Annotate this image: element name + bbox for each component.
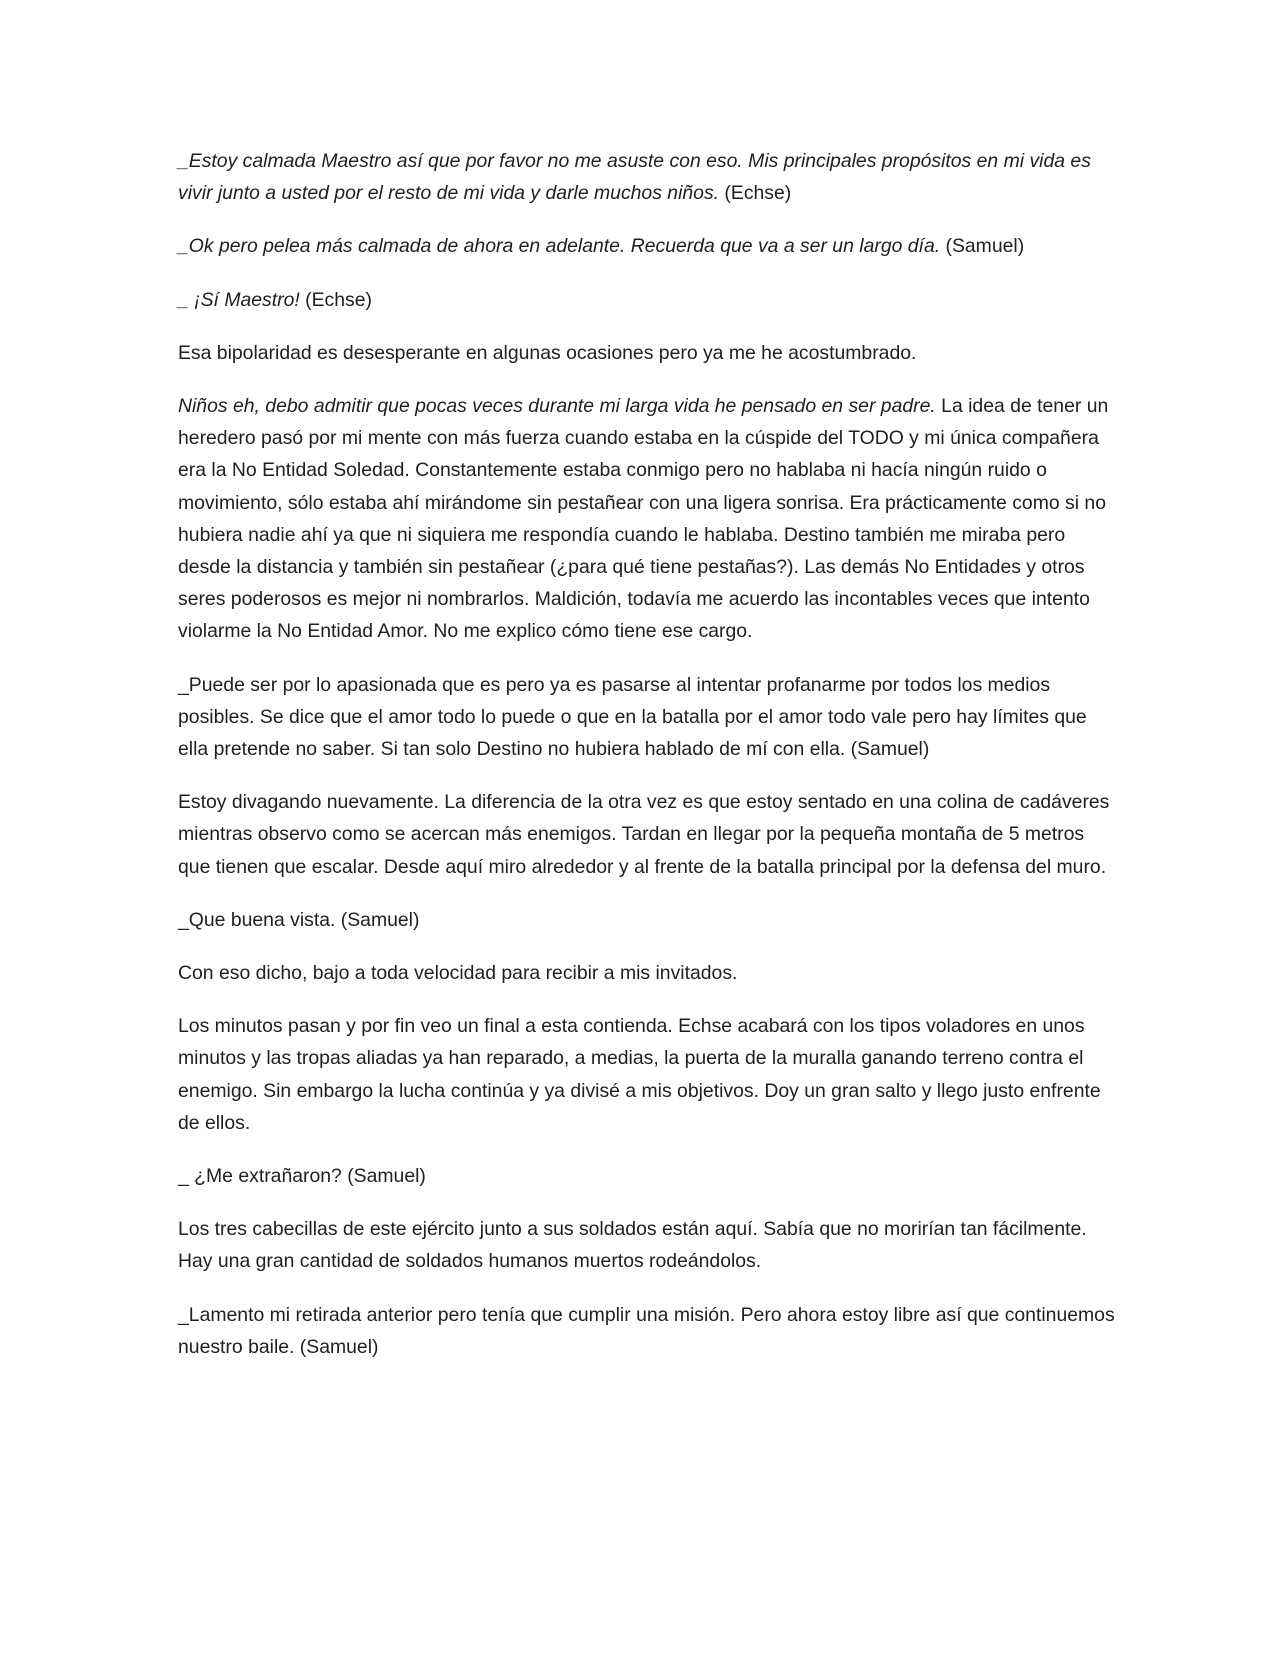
plain-text: Esa bipolaridad es desesperante en algunas ocasiones pero ya me he acostumbrado. [178,341,917,364]
plain-text: Los minutos pasan y por fin veo un final a esta contienda. Echse acabará con los tipos voladores en unos minutos y las tropas aliadas ya han reparado, a medias, la puerta de la muralla ganando terreno contra el enemigo. Sin embargo la lucha continúa y ya divisé a mis objetivos. Doy un gran salto y llego justo enfrente de ellos. [178,1015,1101,1134]
paragraph-2 [178,230,1118,262]
paragraph-1 [178,145,1118,209]
plain-text: _Que buena vista. (Samuel) [178,908,420,931]
plain-text: (Echse) [299,288,372,311]
plain-text: Con eso dicho, bajo a toda velocidad para recibir a mis invitados. [178,962,738,985]
plain-text: Los tres cabecillas de este ejército junto a sus soldados están aquí. Sabía que no morirían tan fácilmente. Hay una gran cantidad de soldados humanos muertos rodeándolos. [178,1218,1087,1273]
paragraph-7 [178,786,1118,883]
paragraph-12 [178,1213,1118,1277]
italic-text: _Ok pero pelea más calmada de ahora en adelante. Recuerda que va a ser un largo día. [178,235,941,258]
paragraph-5 [178,390,1118,648]
plain-text: (Echse) [719,182,792,205]
plain-text: Estoy divagando nuevamente. La diferencia de la otra vez es que estoy sentado en una colina de cadáveres mientras observo como se acercan más enemigos. Tardan en llegar por la pequeña montaña de 5 metros que tienen que escalar. Desde aquí miro alrededor y al frente de la batalla principal por la defensa del muro. [178,791,1110,878]
paragraph-3 [178,284,1118,316]
plain-text: _ ¿Me extrañaron? (Samuel) [178,1165,426,1188]
italic-text: Niños eh, debo admitir que pocas veces durante mi larga vida he pensado en ser padre. [178,395,936,418]
paragraph-6 [178,669,1118,766]
italic-text: _Estoy calmada Maestro así que por favor no me asuste con eso. Mis principales propósitos en mi vida es vivir junto a usted por el resto de mi vida y darle muchos niños. [178,150,1091,205]
plain-text: _Lamento mi retirada anterior pero tenía que cumplir una misión. Pero ahora estoy libre así que continuemos nuestro baile. (Samuel) [178,1303,1115,1358]
paragraph-11 [178,1160,1118,1192]
document-body [178,145,1118,1384]
plain-text: (Samuel) [940,235,1025,258]
paragraph-10 [178,1010,1118,1139]
plain-text: La idea de tener un heredero pasó por mi mente con más fuerza cuando estaba en la cúspide del TODO y mi única compañera era la No Entidad Soledad. Constantemente estaba conmigo pero no hablaba ni hacía ningún ruido o movimiento, sólo estaba ahí mirándome sin pestañear con una ligera sonrisa. Era prácticamente como si no hubiera nadie ahí ya que ni siquiera me respondía cuando le hablaba. Destino también me miraba pero desde la distancia y también sin pestañear (¿para qué tiene pestañas?). Las demás No Entidades y otros seres poderosos es mejor ni nombrarlos. Maldición, todavía me acuerdo las incontables veces que intento violarme la No Entidad Amor. No me explico cómo tiene ese cargo. [178,395,1109,643]
plain-text: _Puede ser por lo apasionada que es pero ya es pasarse al intentar profanarme por todos los medios posibles. Se dice que el amor todo lo puede o que en la batalla por el amor todo vale pero hay límites que ella pretende no saber. Si tan solo Destino no hubiera hablado de mí con ella. (Samuel) [178,673,1087,761]
paragraph-13 [178,1299,1118,1363]
paragraph-9 [178,957,1118,989]
paragraph-4 [178,337,1118,369]
paragraph-8 [178,904,1118,936]
italic-text: _ ¡Sí Maestro! [178,288,300,311]
